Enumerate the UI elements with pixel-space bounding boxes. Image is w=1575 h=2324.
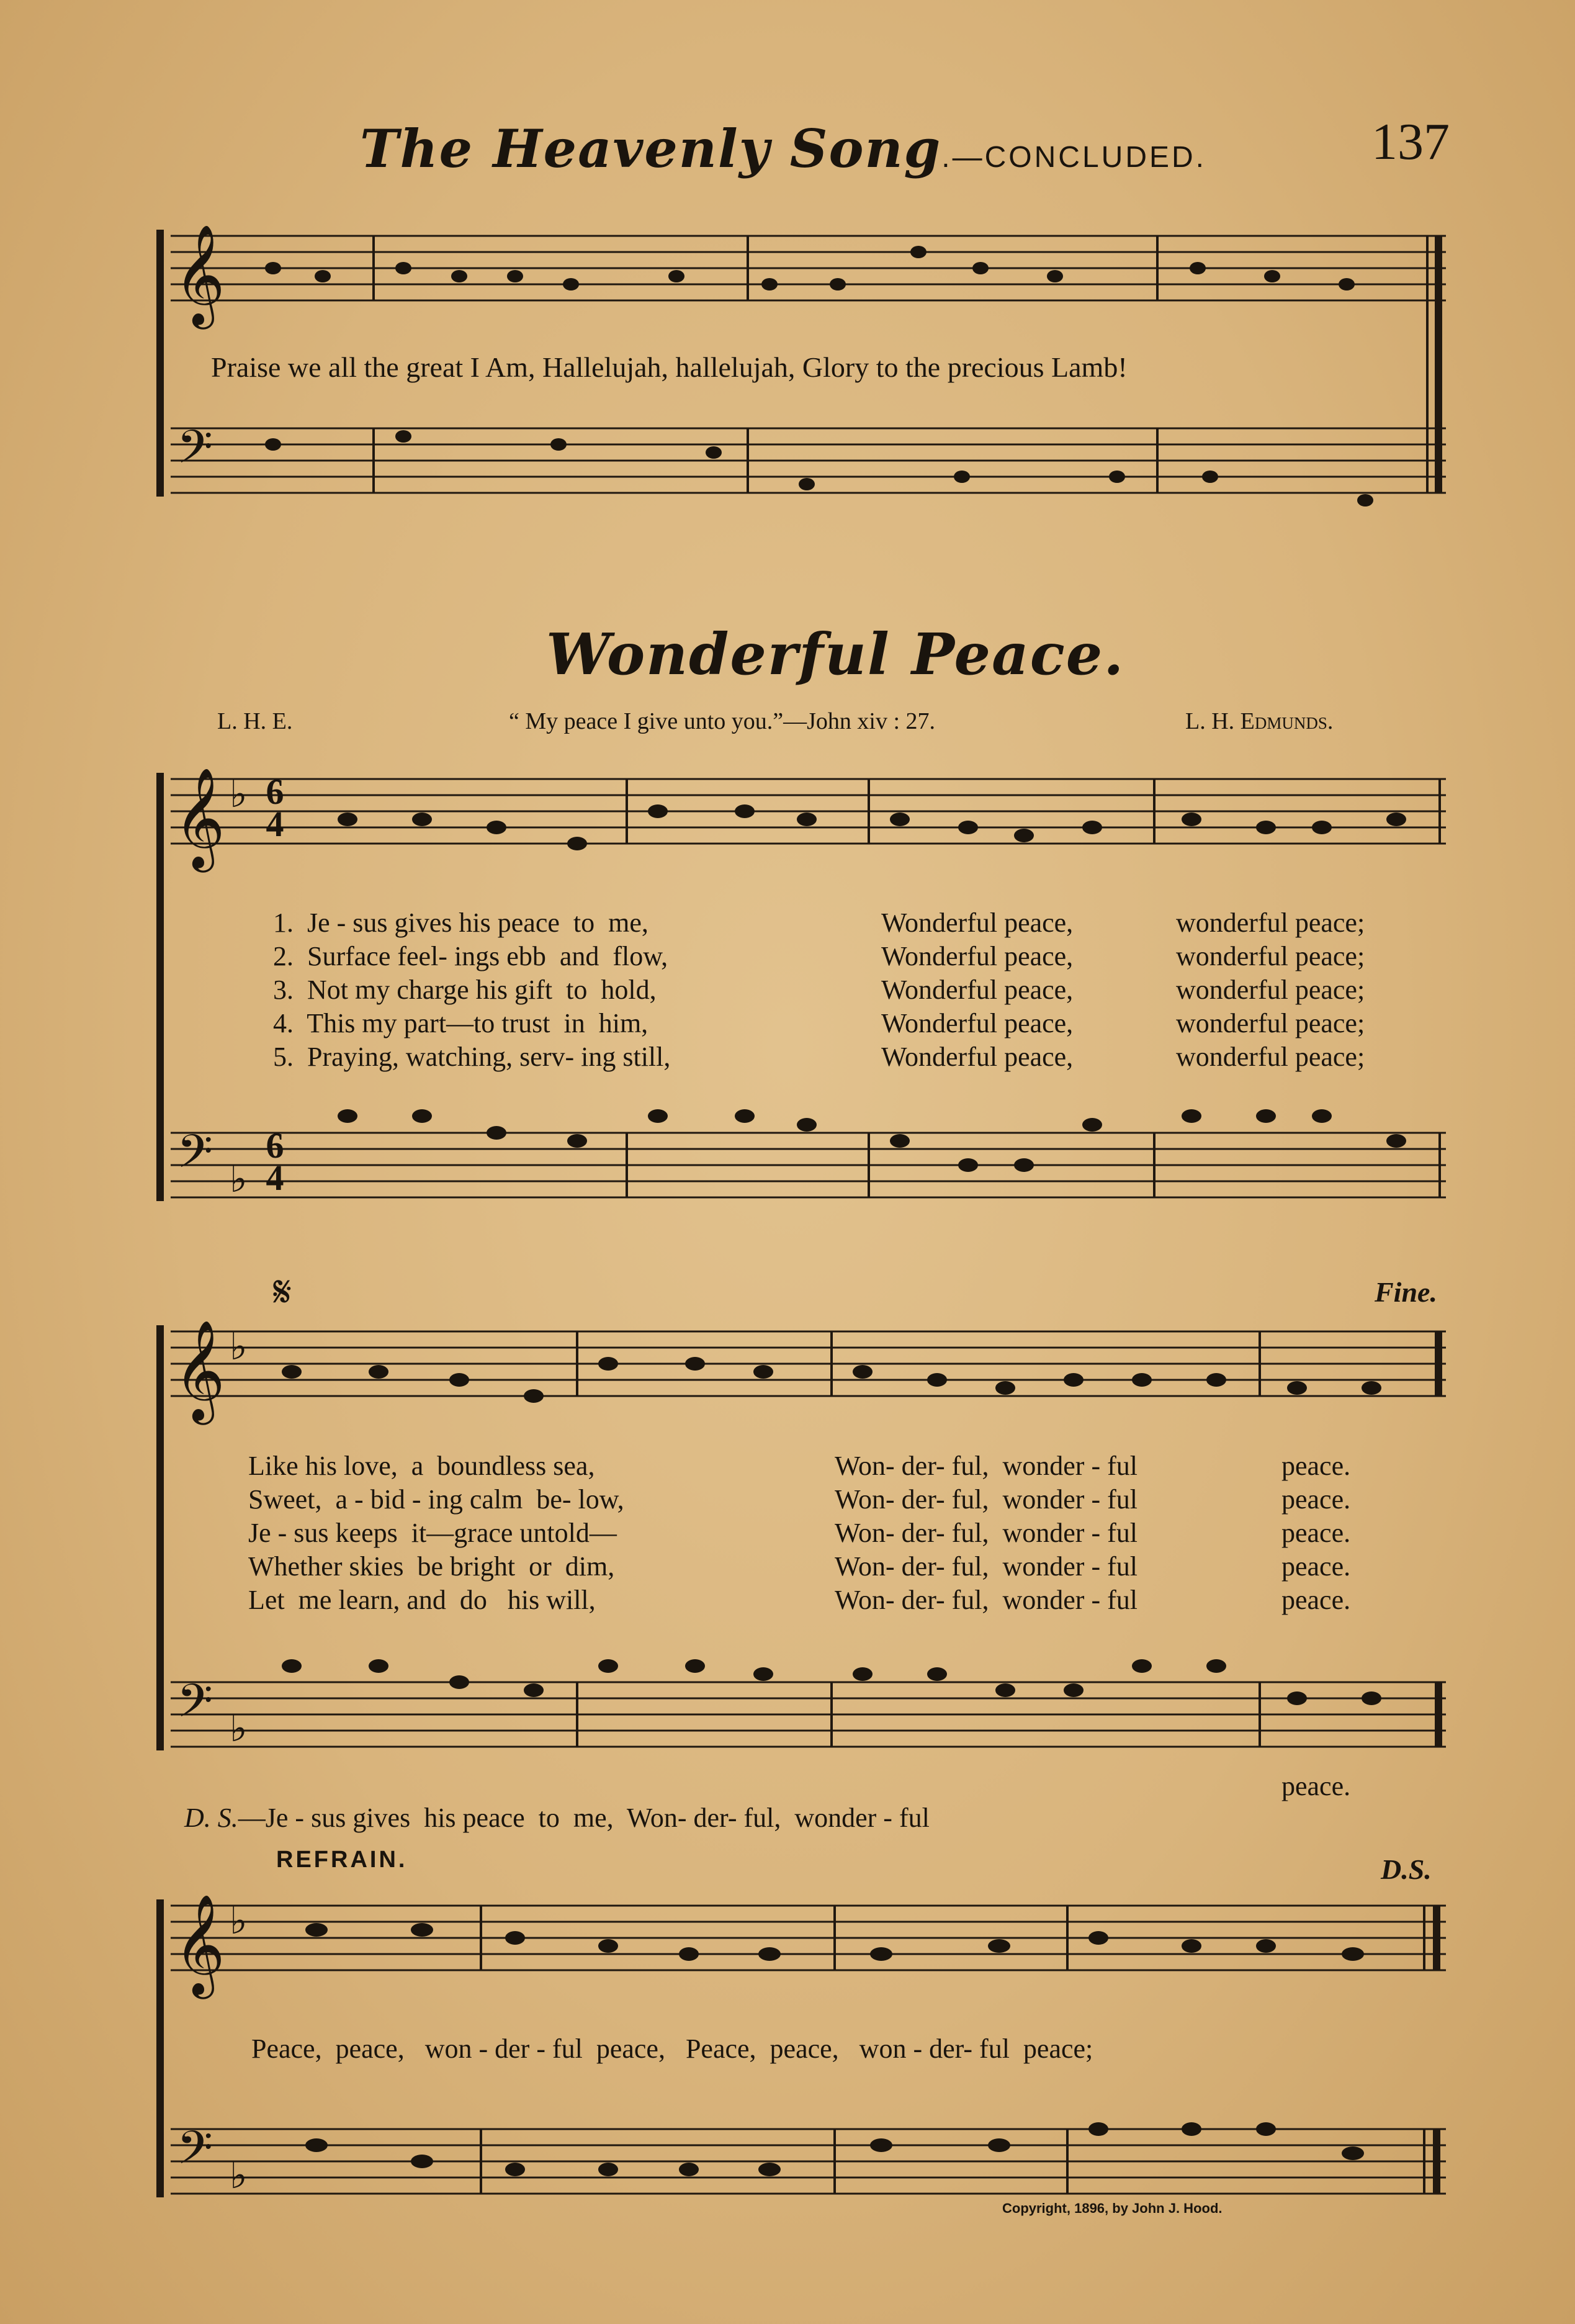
top-song-title: The Heavenly Song: [360, 118, 942, 179]
flat-icon: ♭: [230, 1899, 248, 1943]
verse-3-part-a: 3. Not my charge his gift to hold,: [273, 975, 657, 1005]
time-signature-top: 6: [266, 1125, 284, 1166]
ds-end: peace.: [1281, 1771, 1351, 1801]
verse2-2-part-b: Won- der- ful, wonder - ful: [835, 1484, 1138, 1515]
refrain-label: REFRAIN.: [276, 1847, 408, 1873]
verse-5-part-a: 5. Praying, watching, serv- ing still,: [273, 1042, 671, 1072]
time-signature-top: 6: [266, 772, 284, 812]
ds-lyric: —Je - sus gives his peace to me, Won- der- ful, wonder - ful: [238, 1803, 930, 1833]
verse2-5-part-c: peace.: [1281, 1585, 1351, 1615]
flat-icon: ♭: [230, 1325, 248, 1369]
verse2-1-part-c: peace.: [1281, 1451, 1351, 1481]
verse2-4-part-c: peace.: [1281, 1551, 1351, 1582]
ds-label: D. S.: [184, 1803, 238, 1833]
refrain-lyric: Peace, peace, won - der - ful peace, Peace, peace, won - der- ful peace;: [251, 2034, 1093, 2064]
bass-clef-icon: 𝄢: [177, 420, 213, 485]
verse-4-part-b: Wonderful peace,: [881, 1008, 1074, 1038]
verse2-3-part-b: Won- der- ful, wonder - ful: [835, 1518, 1138, 1548]
top-song-suffix: .—CONCLUDED.: [941, 141, 1206, 174]
treble-clef-icon: 𝄞: [174, 1320, 225, 1421]
bass-clef-icon: 𝄢: [177, 2121, 213, 2186]
treble-clef-icon: 𝄞: [174, 767, 225, 868]
verse-5-part-c: wonderful peace;: [1176, 1042, 1365, 1072]
verse-2-part-a: 2. Surface feel- ings ebb and flow,: [273, 941, 668, 971]
verse2-1-part-b: Won- der- ful, wonder - ful: [835, 1451, 1138, 1481]
verse2-1-part-a: Like his love, a boundless sea,: [248, 1451, 595, 1481]
verse2-4-part-b: Won- der- ful, wonder - ful: [835, 1551, 1138, 1582]
flat-icon: ♭: [230, 2154, 248, 2197]
verse-1-part-c: wonderful peace;: [1176, 908, 1365, 938]
verse2-2-part-c: peace.: [1281, 1484, 1351, 1515]
flat-icon: ♭: [230, 1707, 248, 1750]
treble-clef-icon: 𝄞: [174, 224, 225, 325]
page-number: 137: [1371, 113, 1450, 171]
verse2-5-part-b: Won- der- ful, wonder - ful: [835, 1585, 1138, 1615]
verse-5-part-b: Wonderful peace,: [881, 1042, 1074, 1072]
verse-1-part-b: Wonderful peace,: [881, 908, 1074, 938]
flat-icon: ♭: [230, 1158, 248, 1201]
verse2-3-part-a: Je - sus keeps it—grace untold—: [248, 1518, 617, 1548]
time-signature-bottom: 4: [266, 1158, 284, 1198]
verse2-3-part-c: peace.: [1281, 1518, 1351, 1548]
verse-4-part-a: 4. This my part—to trust in him,: [273, 1008, 648, 1038]
time-signature-bottom: 4: [266, 804, 284, 844]
segno-icon: 𝄋: [273, 1266, 292, 1317]
verse-3-part-b: Wonderful peace,: [881, 975, 1074, 1005]
top-song-lyric: Praise we all the great I Am, Hallelujah, hallelujah, Glory to the precious Lamb!: [211, 351, 1128, 383]
verse2-5-part-a: Let me learn, and do his will,: [248, 1585, 596, 1615]
verse-2-part-b: Wonderful peace,: [881, 941, 1074, 971]
verse-4-part-c: wonderful peace;: [1176, 1008, 1365, 1038]
verse-1-part-a: 1. Je - sus gives his peace to me,: [273, 908, 648, 938]
fine-mark: Fine.: [1375, 1276, 1437, 1308]
bass-clef-icon: 𝄢: [177, 1674, 213, 1739]
scripture-reference: “ My peace I give unto you.”—John xiv : 27.: [509, 708, 936, 734]
verse-3-part-c: wonderful peace;: [1176, 975, 1365, 1005]
verse2-4-part-a: Whether skies be bright or dim,: [248, 1551, 615, 1582]
composer: L. H. Edmunds.: [1185, 708, 1334, 734]
author-initials: L. H. E.: [217, 708, 293, 734]
verse2-2-part-a: Sweet, a - bid - ing calm be- low,: [248, 1484, 624, 1515]
bass-clef-icon: 𝄢: [177, 1125, 213, 1190]
ds-mark: D.S.: [1381, 1853, 1432, 1885]
copyright-notice: Copyright, 1896, by John J. Hood.: [1002, 2200, 1223, 2216]
verse-2-part-c: wonderful peace;: [1176, 941, 1365, 971]
treble-clef-icon: 𝄞: [174, 1894, 225, 1995]
flat-icon: ♭: [230, 773, 248, 816]
song-title: Wonderful Peace.: [546, 621, 1125, 688]
